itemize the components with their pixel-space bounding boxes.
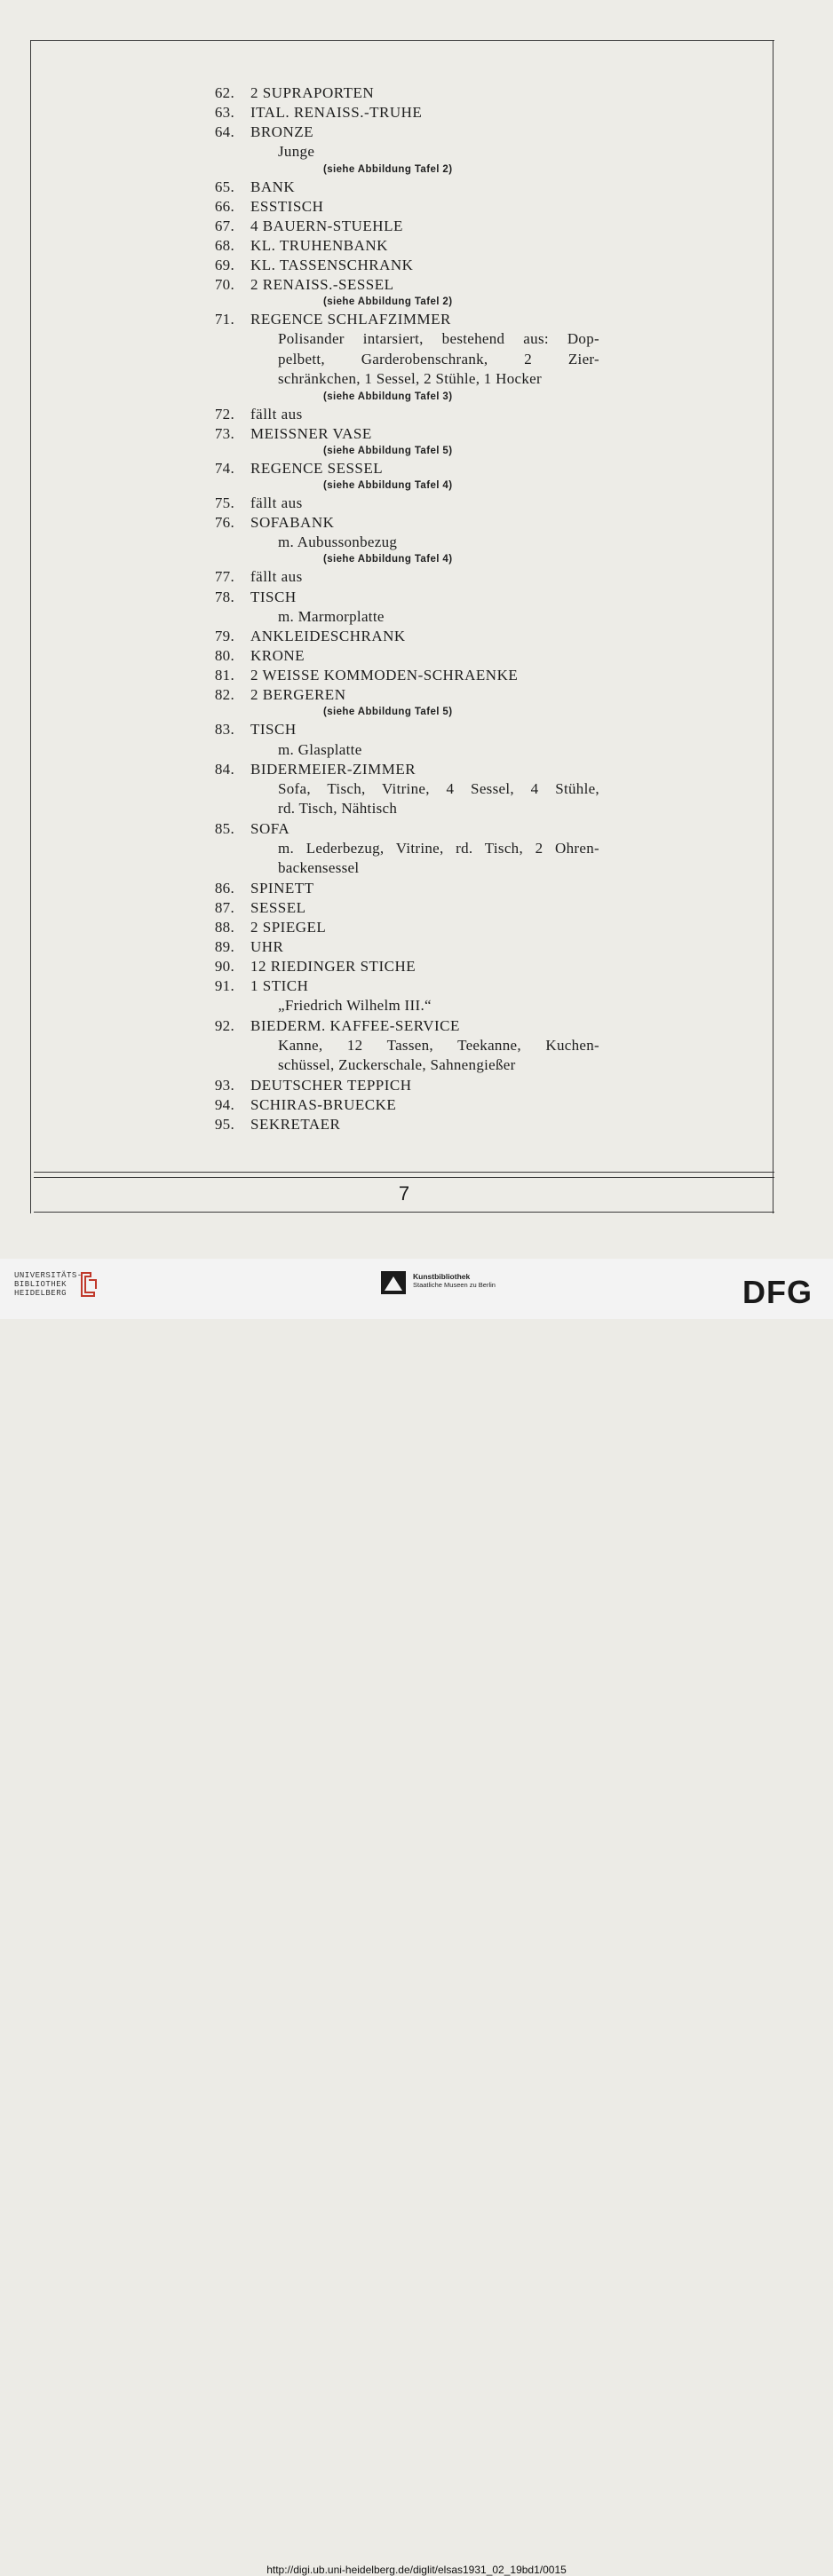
uni-logo-line: BIBLIOTHEK	[14, 1280, 67, 1289]
catalog-entry	[195, 567, 613, 587]
entry-title: 2 SUPRAPORTEN	[250, 84, 375, 101]
catalog-entry	[195, 310, 613, 329]
illustration-reference: (siehe Abbildung Tafel 2)	[323, 163, 453, 175]
entry-description: m. Glasplatte	[278, 740, 362, 758]
entry-number: 90.	[214, 958, 234, 976]
entry-title: 2 RENAISS.-SESSEL	[250, 276, 394, 294]
entry-title: REGENCE SCHLAFZIMMER	[250, 311, 451, 328]
entry-number: 69.	[214, 257, 234, 274]
catalog-entry	[195, 405, 613, 424]
entry-number: 95.	[214, 1115, 234, 1133]
catalog-entry	[195, 424, 613, 444]
entry-title: 2 BERGEREN	[250, 686, 346, 704]
kunstbibliothek-label	[413, 1272, 496, 1289]
entry-number: 81.	[214, 667, 234, 684]
entry-number: 76.	[214, 513, 234, 531]
catalog-entry	[195, 1016, 613, 1036]
catalog-entry	[195, 197, 613, 217]
entry-number: 70.	[214, 276, 234, 294]
entry-number: 85.	[214, 819, 234, 837]
entry-title: 12 RIEDINGER STICHE	[250, 958, 416, 976]
catalog-entry	[195, 178, 613, 197]
entry-number: 71.	[214, 311, 234, 328]
catalog-entry	[195, 1115, 613, 1134]
entry-title: DEUTSCHER TEPPICH	[250, 1076, 412, 1094]
catalog-entry	[195, 122, 613, 142]
entry-title: SESSEL	[250, 898, 306, 916]
illustration-reference: (siehe Abbildung Tafel 4)	[323, 479, 453, 491]
kb-subtitle: Staatliche Museen zu Berlin	[413, 1281, 496, 1289]
catalog-entry	[195, 1076, 613, 1095]
dfg-logo: DFG	[742, 1274, 813, 1310]
entry-number: 64.	[214, 123, 234, 141]
entry-title: 2 SPIEGEL	[250, 918, 327, 936]
entry-title: KL. TASSENSCHRANK	[250, 257, 414, 274]
entry-number: 80.	[214, 647, 234, 665]
entry-title: SOFABANK	[250, 513, 335, 531]
entry-description: rd. Tisch, Nähtisch	[278, 800, 398, 818]
illustration-reference: (siehe Abbildung Tafel 5)	[323, 445, 453, 456]
catalog-entry	[195, 588, 613, 607]
entry-description: Sofa, Tisch, Vitrine, 4 Sessel, 4 Stühle,	[278, 780, 599, 797]
uni-logo-line: HEIDELBERG	[14, 1289, 67, 1298]
entry-title: fällt aus	[250, 494, 303, 511]
entry-title: KL. TRUHENBANK	[250, 236, 388, 254]
entry-title: SEKRETAER	[250, 1115, 341, 1133]
entry-number: 65.	[214, 178, 234, 195]
catalog-entry	[195, 83, 613, 103]
illustration-reference: (siehe Abbildung Tafel 2)	[323, 296, 453, 308]
illustration-reference: (siehe Abbildung Tafel 3)	[323, 391, 453, 402]
entry-description: backensessel	[278, 859, 360, 877]
entry-description: Junge	[278, 143, 315, 161]
catalog-entry	[195, 898, 613, 918]
catalog-entry	[195, 937, 613, 957]
entry-description: schränkchen, 1 Sessel, 2 Stühle, 1 Hocker	[278, 370, 542, 388]
uni-logo-line: UNIVERSITÄTS-	[14, 1271, 83, 1280]
entry-title: fällt aus	[250, 405, 303, 423]
catalog-entry	[195, 666, 613, 685]
catalog-entry	[195, 957, 613, 976]
footer-rule	[34, 1177, 774, 1178]
entry-number: 75.	[214, 494, 234, 511]
entry-title: ANKLEIDESCHRANK	[250, 628, 406, 645]
entry-title: 2 WEISSE KOMMODEN-SCHRAENKE	[250, 667, 519, 684]
frame-border-right	[773, 40, 774, 1213]
frame-border-top	[30, 40, 774, 41]
catalog-entry	[195, 1095, 613, 1115]
catalog-entry	[195, 256, 613, 275]
catalog-entry	[195, 513, 613, 533]
entry-description: schüssel, Zuckerschale, Sahnengießer	[278, 1056, 516, 1074]
digitization-footer	[0, 1259, 833, 2576]
entry-title: ESSTISCH	[250, 197, 324, 215]
illustration-reference: (siehe Abbildung Tafel 5)	[323, 707, 453, 718]
entry-description: m. Lederbezug, Vitrine, rd. Tisch, 2 Ohren-	[278, 839, 599, 857]
entry-number: 63.	[214, 104, 234, 122]
catalog-entry	[195, 760, 613, 779]
catalog-page	[0, 0, 833, 1259]
catalog-entry	[195, 275, 613, 295]
source-url[interactable]: http://digi.ub.uni-heidelberg.de/diglit/elsas1931_02_19bd1/0015	[266, 2564, 567, 2576]
catalog-entry	[195, 646, 613, 666]
entry-title: TISCH	[250, 588, 297, 605]
entry-number: 82.	[214, 686, 234, 704]
catalog-entry	[195, 217, 613, 236]
frame-border-bottom	[34, 1212, 774, 1213]
page-number: 7	[398, 1182, 410, 1205]
entry-number: 77.	[214, 568, 234, 586]
catalog-entry	[195, 720, 613, 739]
kb-name: Kunstbibliothek	[413, 1272, 471, 1281]
catalog-entry	[195, 103, 613, 122]
entry-number: 79.	[214, 628, 234, 645]
catalog-entry	[195, 627, 613, 646]
entry-title: BANK	[250, 178, 296, 195]
frame-border-left	[30, 40, 31, 1213]
entry-description: „Friedrich Wilhelm III.“	[278, 997, 432, 1015]
illustration-reference: (siehe Abbildung Tafel 4)	[323, 554, 453, 565]
entry-title: UHR	[250, 938, 284, 955]
entry-description: m. Marmorplatte	[278, 607, 385, 625]
entry-number: 92.	[214, 1016, 234, 1034]
catalog-entry	[195, 819, 613, 839]
entry-title: BRONZE	[250, 123, 313, 141]
entry-description: Polisander intarsiert, bestehend aus: Dop-	[278, 330, 599, 348]
entry-number: 89.	[214, 938, 234, 955]
catalog-entry	[195, 918, 613, 937]
entry-title: 1 STICH	[250, 977, 309, 995]
entry-title: 4 BAUERN-STUEHLE	[250, 217, 403, 234]
entry-title: SCHIRAS-BRUECKE	[250, 1095, 397, 1113]
entry-number: 72.	[214, 405, 234, 423]
entry-title: TISCH	[250, 721, 297, 739]
entry-number: 78.	[214, 588, 234, 605]
entry-title: ITAL. RENAISS.-TRUHE	[250, 104, 423, 122]
entry-number: 62.	[214, 84, 234, 101]
catalog-entry	[195, 459, 613, 478]
entry-title: KRONE	[250, 647, 305, 665]
entry-number: 91.	[214, 977, 234, 995]
catalog-entry	[195, 494, 613, 513]
entry-title: REGENCE SESSEL	[250, 459, 384, 477]
entry-number: 73.	[214, 424, 234, 442]
entry-number: 67.	[214, 217, 234, 234]
catalog-entry	[195, 879, 613, 898]
catalog-entry	[195, 685, 613, 705]
entry-number: 93.	[214, 1076, 234, 1094]
entry-title: BIDERMEIER-ZIMMER	[250, 760, 416, 778]
entry-title: BIEDERM. KAFFEE-SERVICE	[250, 1016, 460, 1034]
entry-title: MEISSNER VASE	[250, 424, 372, 442]
entry-number: 84.	[214, 760, 234, 778]
entry-description: m. Aubussonbezug	[278, 533, 398, 551]
entry-number: 66.	[214, 197, 234, 215]
entry-number: 83.	[214, 721, 234, 739]
entry-number: 87.	[214, 898, 234, 916]
catalog-entry	[195, 236, 613, 256]
entry-number: 94.	[214, 1095, 234, 1113]
entry-title: fällt aus	[250, 568, 303, 586]
university-library-logo	[14, 1271, 83, 1298]
heidelberg-emblem-icon	[78, 1269, 98, 1298]
entry-number: 74.	[214, 459, 234, 477]
entry-number: 88.	[214, 918, 234, 936]
entry-description: pelbett, Garderobenschrank, 2 Zier-	[278, 350, 599, 367]
entry-description: Kanne, 12 Tassen, Teekanne, Kuchen-	[278, 1036, 599, 1054]
footer-rule	[34, 1172, 774, 1173]
catalog-entry	[195, 976, 613, 996]
entry-title: SPINETT	[250, 879, 314, 897]
entry-title: SOFA	[250, 819, 290, 837]
catalog-entry-list	[195, 83, 613, 1134]
entry-number: 68.	[214, 236, 234, 254]
kunstbibliothek-logo-icon	[381, 1271, 406, 1294]
entry-number: 86.	[214, 879, 234, 897]
